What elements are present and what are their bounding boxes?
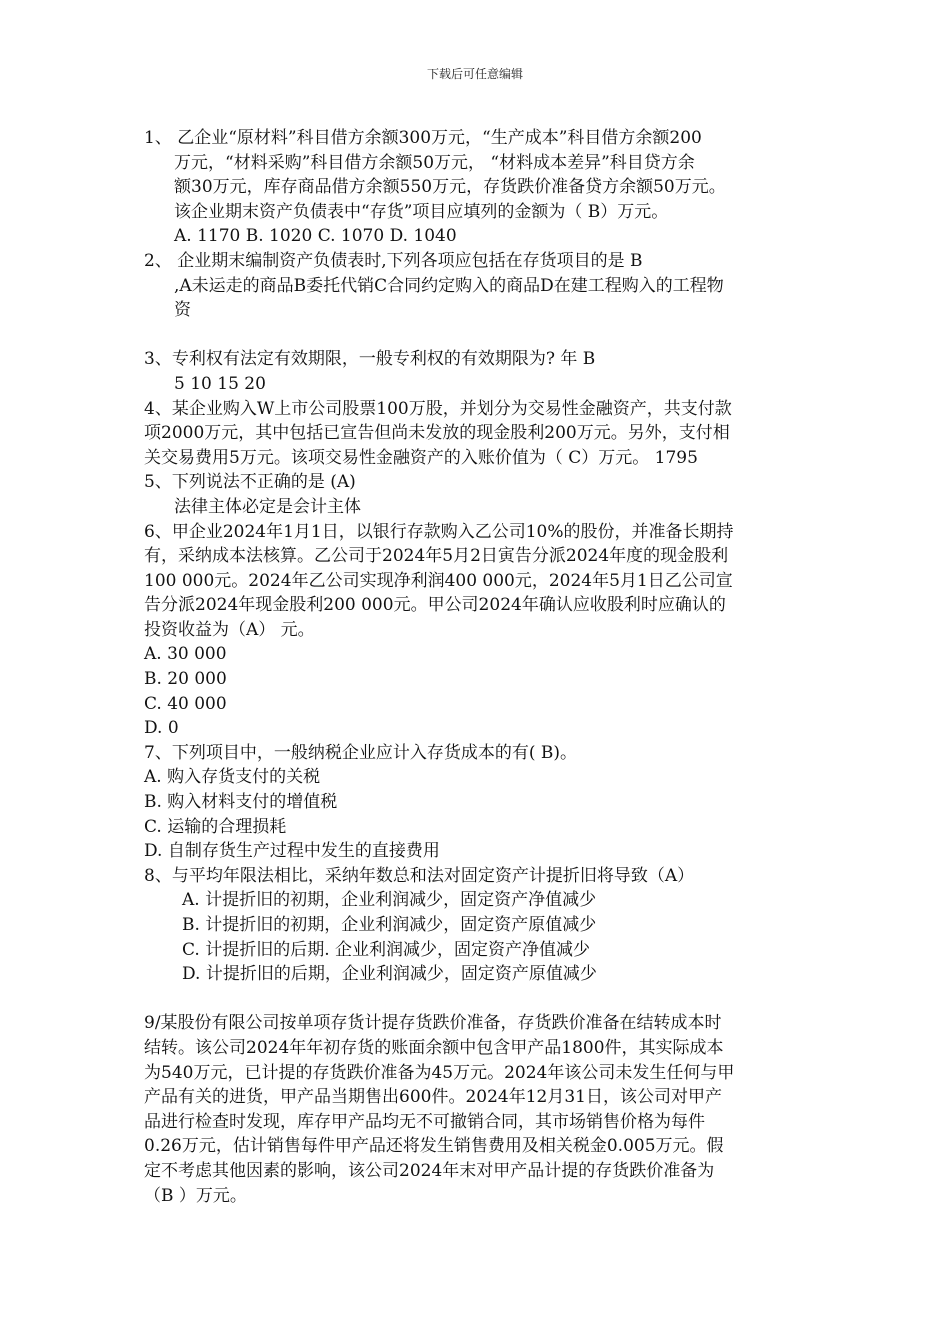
question-4-line: 项2000万元，其中包括已宣告但尚未发放的现金股利200万元。另外，支付相 (144, 423, 730, 444)
question-6-option: C. 40 000 (144, 693, 227, 714)
question-9-line: 定不考虑其他因素的影响，该公司2024年末对甲产品计提的存货跌价准备为 (144, 1160, 715, 1181)
question-4-line: 4、某企业购入W上市公司股票100万股，并划分为交易性金融资产，共支付款 (144, 398, 732, 419)
question-3 (144, 347, 820, 396)
question-9-line: 品进行检查时发现，库存甲产品均无不可撤销合同，其市场销售价格为每件 (144, 1111, 705, 1132)
question-2-line: 资 (174, 300, 191, 321)
question-1-line: 1、 乙企业“原材料”科目借方余额300万元，“生产成本”科目借方余额200 (144, 128, 702, 148)
question-8-option: A. 计提折旧的初期，企业利润减少，固定资产净值减少 (182, 890, 597, 911)
question-7-option: A. 购入存货支付的关税 (144, 767, 321, 788)
question-4-line: 关交易费用5万元。该项交易性金融资产的入账价值为（ C）万元。 1795 (144, 447, 698, 468)
question-1-line: 额30万元，库存商品借方余额550万元，存货跌价准备贷方余额50万元。 (174, 177, 726, 198)
question-5-line: 法律主体必定是会计主体 (174, 496, 361, 517)
question-6-option: B. 20 000 (144, 669, 227, 690)
question-7 (144, 741, 820, 864)
question-9-line: 0.26万元，估计销售每件甲产品还将发生销售费用及相关税金0.005万元。假 (144, 1136, 724, 1157)
question-1 (144, 126, 820, 249)
question-1-line: 该企业期末资产负债表中“存货”项目应填列的金额为（ B）万元。 (174, 201, 669, 222)
question-6-line: 告分派2024年现金股利200 000元。甲公司2024年确认应收股利时应确认的 (144, 595, 726, 616)
question-6-line: 100 000元。2024年乙公司实现净利润400 000元，2024年5月1日乙公司宣 (144, 570, 733, 591)
question-2-line: 2、 企业期末编制资产负债表时,下列各项应包括在存货项目的是 B (144, 250, 643, 271)
question-3-line: 3、专利权有法定有效期限，一般专利权的有效期限为? 年 B (144, 349, 596, 370)
question-8 (144, 864, 820, 987)
question-8-option: C. 计提折旧的后期. 企业利润减少，固定资产净值减少 (182, 939, 591, 960)
question-8-line: 8、与平均年限法相比，采纳年数总和法对固定资产计提折旧将导致（A） (144, 865, 695, 886)
question-7-option: D. 自制存货生产过程中发生的直接费用 (144, 841, 440, 862)
document-body (144, 126, 820, 1208)
question-7-option: C. 运输的合理损耗 (144, 816, 287, 837)
question-1-options: A. 1170 B. 1020 C. 1070 D. 1040 (174, 226, 457, 247)
spacer (144, 987, 820, 1012)
question-7-option: B. 购入材料支付的增值税 (144, 792, 338, 813)
question-6-option: D. 0 (144, 718, 179, 739)
question-5-line: 5、下列说法不正确的是 (A) (144, 472, 356, 493)
question-6-line: 投资收益为（A） 元。 (144, 619, 315, 640)
spacer (144, 323, 820, 348)
question-9-line: 产品有关的进货，甲产品当期售出600件。2024年12月31日，该公司对甲产 (144, 1087, 722, 1108)
question-2-line: ,A未运走的商品B委托代销C合同约定购入的商品D在建工程购入的工程物 (174, 275, 724, 296)
question-8-option: D. 计提折旧的后期，企业利润减少，固定资产原值减少 (182, 964, 597, 985)
question-9 (144, 1011, 820, 1208)
question-3-options: 5 10 15 20 (174, 373, 266, 394)
question-5 (144, 470, 820, 519)
question-9-line: （B ）万元。 (144, 1185, 247, 1206)
question-9-line: 9/某股份有限公司按单项存货计提存货跌价准备，存货跌价准备在结转成本时 (144, 1013, 722, 1034)
question-4 (144, 397, 820, 471)
question-6-option: A. 30 000 (144, 644, 227, 665)
question-8-option: B. 计提折旧的初期，企业利润减少，固定资产原值减少 (182, 915, 597, 935)
question-6-line: 6、甲企业2024年1月1日，以银行存款购入乙公司10%的股份，并准备长期持 (144, 521, 734, 542)
question-6-line: 有，采纳成本法核算。乙公司于2024年5月2日寅告分派2024年度的现金股利 (144, 546, 729, 567)
question-6 (144, 520, 820, 741)
question-9-line: 结转。该公司2024年年初存货的账面余额中包含甲产品1800件，其实际成本 (144, 1037, 724, 1058)
question-1-line: 万元，“材料采购”科目借方余额50万元， “材料成本差异”科目贷方余 (174, 152, 695, 173)
question-7-line: 7、下列项目中，一般纳税企业应计入存货成本的有( B)。 (144, 742, 577, 763)
question-9-line: 为540万元，已计提的存货跌价准备为45万元。2024年该公司未发生任何与甲 (144, 1062, 735, 1083)
question-2 (144, 249, 820, 323)
page-header: 下载后可任意编辑 (426, 67, 523, 81)
